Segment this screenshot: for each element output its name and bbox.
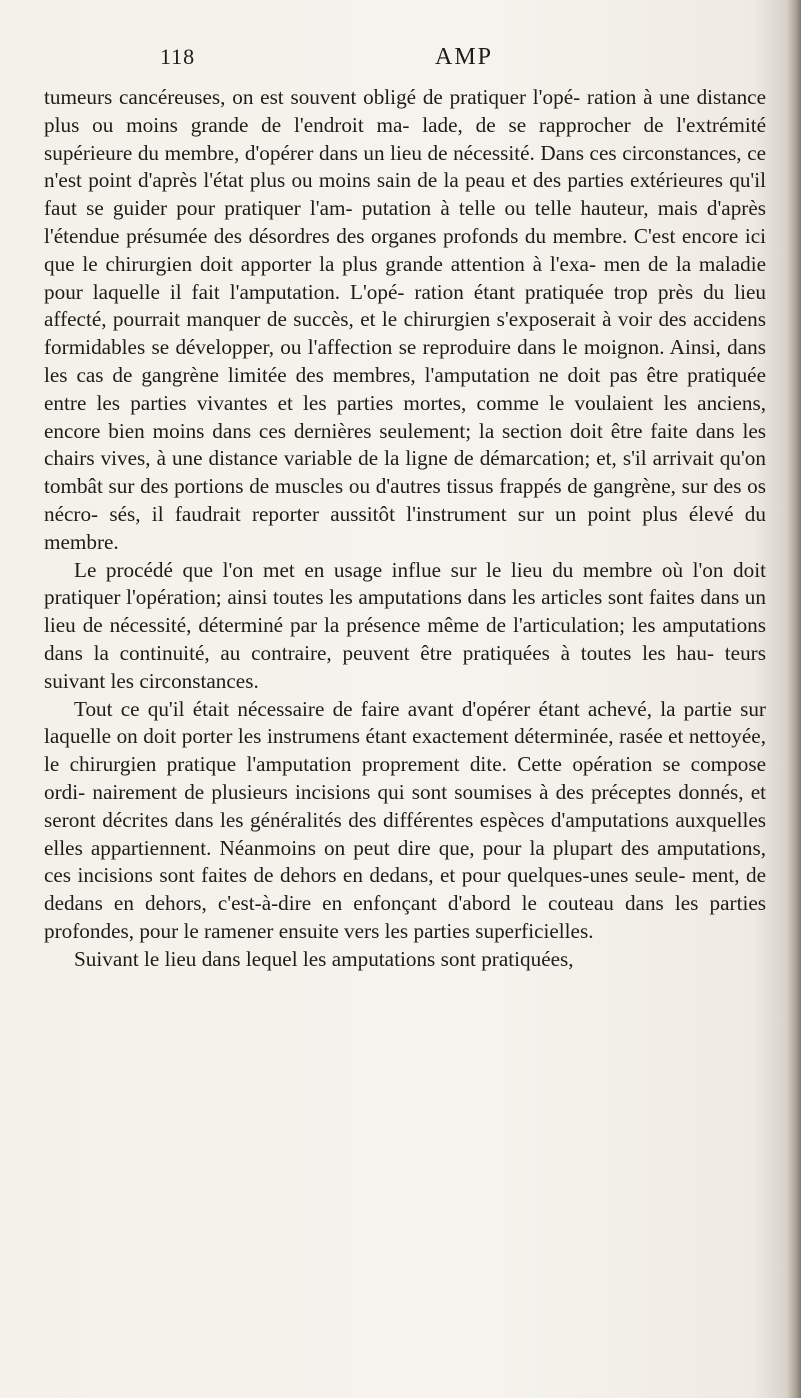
paragraph-2: Le procédé que l'on met en usage influe sur le lieu du membre où l'on doit pratiquer l'opération; ainsi toutes les amputations dans les articles sont faites dans un lieu de nécessité, déterminé par la présence même de l'articulation; les amputations dans la continuité, au contraire, peuvent être pratiquées à toutes les hau- teurs suivant les circonstances.: [44, 557, 766, 693]
page-edge-shadow: [787, 0, 801, 1398]
running-title: AMP: [435, 44, 494, 70]
page-header: [160, 38, 540, 78]
paragraph-3: Tout ce qu'il était nécessaire de faire avant d'opérer étant achevé, la partie sur laquelle on doit porter les instrumens étant exactement déterminée, rasée et nettoyée, le chirurgien pratique l'amputation proprement dite. Cette opération se compose ordi- nairement de plusieurs incisions qui sont soumises à des préceptes donnés, et seront décrites dans les généralités des différentes espèces d'amputations auxquelles elles appartiennent. Néanmoins on peut dire que, pour la plupart des amputations, ces incisions sont faites de dehors en dedans, et pour quelques-unes seule- ment, de dedans en dehors, c'est-à-dire en enfonçant d'abord le couteau dans les parties profondes, pour le ramener ensuite vers les parties superficielles.: [44, 696, 766, 943]
paragraph-1: tumeurs cancéreuses, on est souvent obligé de pratiquer l'opé- ration à une distance plus ou moins grande de l'endroit ma- lade, de se rapprocher de l'extrémité supérieure du membre, d'opérer dans un lieu de nécessité. Dans ces circonstances, ce n'est point d'après l'état plus ou moins sain de la peau et des parties extérieures qu'il faut se guider pour pratiquer l'am- putation à telle ou telle hauteur, mais d'après l'étendue présumée des désordres des organes profonds du membre. C'est encore ici que le chirurgien doit apporter la plus grande attention à l'exa- men de la maladie pour laquelle il fait l'amputation. L'opé- ration étant pratiquée trop près du lieu affecté, pourrait manquer de succès, et le chirurgien s'exposerait à voir des accidens formidables se développer, ou l'affection se reproduire dans le moignon. Ainsi, dans les cas de gangrène limitée des membres, l'amputation ne doit pas être pratiquée entre les parties vivantes et les parties mortes, comme le voulaient les anciens, encore bien moins dans ces dernières seulement; la section doit être faite dans les chairs vives, à une distance variable de la ligne de démarcation; et, s'il arrivait qu'on tombât sur des portions de muscles ou d'autres tissus frappés de gangrène, sur des os nécro- sés, il faudrait reporter aussitôt l'instrument sur un point plus élevé du membre.: [44, 85, 766, 554]
paragraph-4: Suivant le lieu dans lequel les amputations sont pratiquées,: [74, 946, 574, 971]
body-text: [44, 84, 766, 974]
page-number: 118: [160, 44, 196, 69]
